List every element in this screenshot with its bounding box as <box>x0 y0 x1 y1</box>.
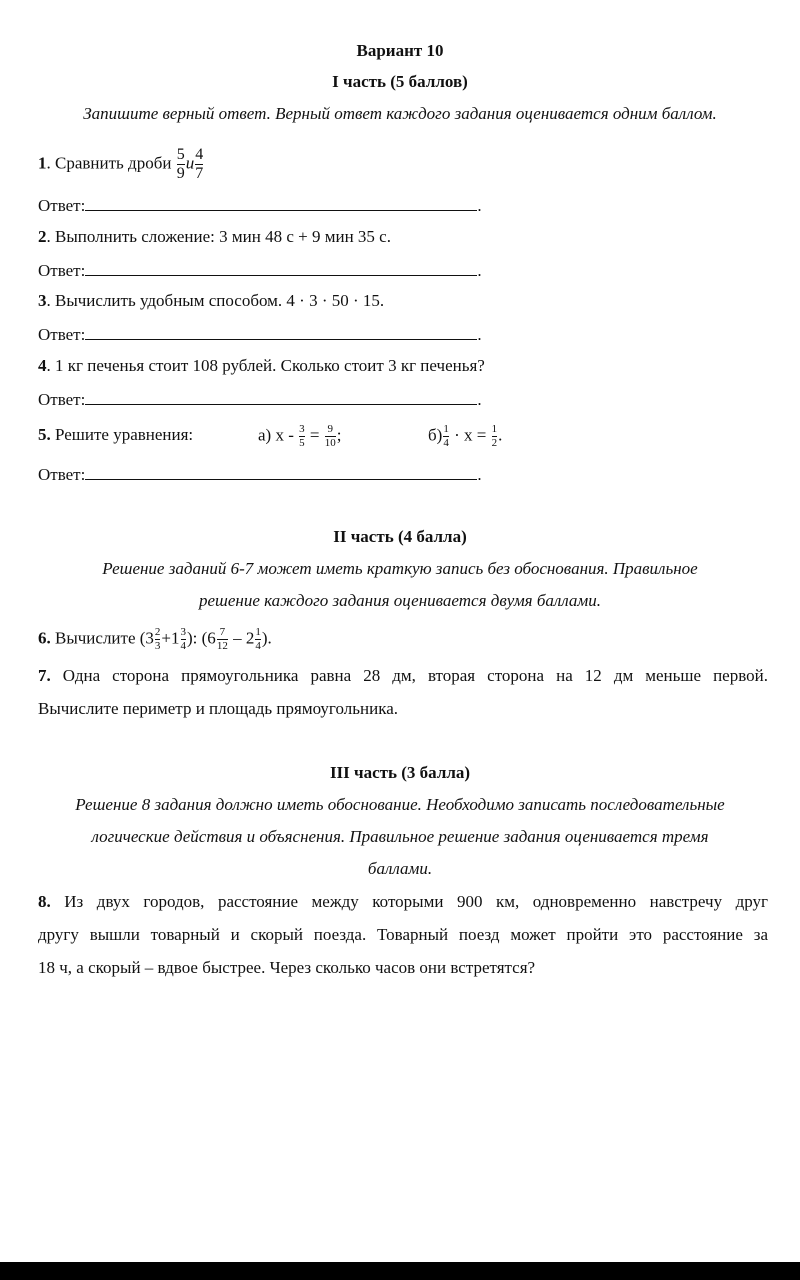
denominator: 3 <box>154 640 161 652</box>
task-8-number: 8. <box>38 892 51 911</box>
denominator: 4 <box>180 640 187 652</box>
answer-end: . <box>477 325 482 344</box>
fraction <box>195 147 203 182</box>
part1-title: I часть (5 баллов) <box>332 72 468 91</box>
answer-blank[interactable] <box>85 463 477 480</box>
answer-label: Ответ: <box>38 325 86 344</box>
fraction <box>492 424 498 449</box>
equation-b-end: . <box>498 425 503 445</box>
equation-a <box>258 424 341 449</box>
answer-label: Ответ: <box>38 390 86 409</box>
part2-instruction-line2: решение каждого задания оценивается двумя баллами. <box>198 591 602 610</box>
answer-end: . <box>477 261 482 280</box>
answer-label: Ответ: <box>38 196 86 215</box>
task-3 <box>38 290 384 312</box>
denominator: 7 <box>195 165 204 182</box>
task-5-text: Решите уравнения: <box>50 425 194 444</box>
task-3-text: . Вычислить удобным способом. 4 · 3 · 50 · 15. <box>46 291 385 310</box>
task-7-line1 <box>38 665 768 687</box>
task-5-number: 5. <box>38 425 51 444</box>
task-6-end: ). <box>261 628 272 648</box>
fraction <box>299 424 305 449</box>
plus-term: +1 <box>161 628 180 648</box>
task-8-line3: 18 ч, а скорый – вдвое быстрее. Через сколько часов они встретятся? <box>38 958 536 977</box>
part3-title: III часть (3 балла) <box>329 763 471 782</box>
fraction <box>255 627 261 652</box>
task-2-number: 2 <box>38 227 47 246</box>
answer-line <box>38 463 482 486</box>
task-4-number: 4 <box>38 356 47 375</box>
equation-a-end: ; <box>336 425 342 445</box>
answer-line <box>38 323 482 346</box>
answer-end: . <box>477 465 482 484</box>
task-7-number: 7. <box>38 666 51 685</box>
bottom-bar <box>0 1262 800 1280</box>
fraction <box>217 627 228 652</box>
answer-line <box>38 388 482 411</box>
part2-instruction-line1: Решение заданий 6-7 может иметь краткую запись без обоснования. Правильное <box>102 559 698 578</box>
denominator: 4 <box>255 640 261 652</box>
denominator: 5 <box>299 437 305 449</box>
answer-blank[interactable] <box>85 388 477 405</box>
numerator: 4 <box>195 146 204 163</box>
equation-b <box>428 424 502 449</box>
task-4-text: . 1 кг печенья стоит 108 рублей. Сколько стоит 3 кг печенья? <box>46 356 485 375</box>
answer-blank[interactable] <box>85 259 477 276</box>
numerator: 5 <box>176 146 185 163</box>
task-8-line2: другу вышли товарный и скорый поезда. Товарный поезд может пройти это расстояние за <box>38 925 768 944</box>
fraction <box>181 627 187 652</box>
denominator: 9 <box>176 165 185 182</box>
numerator: 3 <box>180 626 187 638</box>
task-3-number: 3 <box>38 291 47 310</box>
numerator: 7 <box>219 626 226 638</box>
answer-end: . <box>477 390 482 409</box>
task-4 <box>38 355 485 377</box>
task-2 <box>38 226 391 248</box>
denominator: 12 <box>216 640 228 652</box>
fraction <box>443 424 449 449</box>
answer-line <box>38 194 482 217</box>
answer-line <box>38 259 482 282</box>
task-6 <box>38 627 272 652</box>
minus-term: – 2 <box>233 628 255 648</box>
task-6-number: 6. <box>38 628 51 648</box>
part2-title: II часть (4 балла) <box>333 527 467 546</box>
equation-b-prefix: б) <box>428 425 443 445</box>
denominator: 4 <box>443 437 449 449</box>
task-1 <box>38 147 204 182</box>
variant-title: Вариант 10 <box>356 41 444 60</box>
fraction <box>177 147 185 182</box>
numerator: 3 <box>299 423 305 435</box>
answer-label: Ответ: <box>38 465 86 484</box>
answer-end: . <box>477 196 482 215</box>
numerator: 2 <box>154 626 161 638</box>
task-8-text: Из двух городов, расстояние между которыми 900 км, одновременно навстречу друг <box>50 892 768 911</box>
fraction <box>325 424 336 449</box>
task-6-text: Вычислите (3 <box>50 628 154 648</box>
answer-label: Ответ: <box>38 261 86 280</box>
numerator: 1 <box>491 423 498 435</box>
task-7-text: Одна сторона прямоугольника равна 28 дм, вторая сторона на 12 дм меньше первой. <box>50 666 768 685</box>
numerator: 1 <box>443 423 449 435</box>
part1-instruction: Запишите верный ответ. Верный ответ каждого задания оценивается одним баллом. <box>83 104 717 123</box>
denominator: 2 <box>491 437 498 449</box>
part3-instruction-line1: Решение 8 задания должно иметь обоснование. Необходимо записать последовательные <box>75 795 725 814</box>
equation-b-mid: · х = <box>454 425 487 445</box>
task-1-number: 1 <box>38 153 47 173</box>
part3-instruction-line2: логические действия и объяснения. Правильное решение задания оценивается тремя <box>91 827 709 846</box>
fraction <box>155 627 161 652</box>
answer-blank[interactable] <box>85 194 477 211</box>
numerator: 9 <box>327 423 333 435</box>
task-1-text: . Сравнить дроби <box>46 153 172 173</box>
task-8-line1 <box>38 891 768 913</box>
equals-sign: = <box>309 425 320 445</box>
answer-blank[interactable] <box>85 323 477 340</box>
task-7-line2: Вычислите периметр и площадь прямоугольника. <box>38 699 398 718</box>
division-term: ): (6 <box>187 628 216 648</box>
conjunction: и <box>185 153 195 173</box>
task-5 <box>38 424 193 446</box>
numerator: 1 <box>255 626 261 638</box>
part3-instruction-line3: баллами. <box>367 859 433 878</box>
denominator: 10 <box>324 437 336 449</box>
task-2-text: . Выполнить сложение: 3 мин 48 с + 9 мин 35 с. <box>46 227 391 246</box>
equation-a-prefix: а) х - <box>258 425 294 445</box>
